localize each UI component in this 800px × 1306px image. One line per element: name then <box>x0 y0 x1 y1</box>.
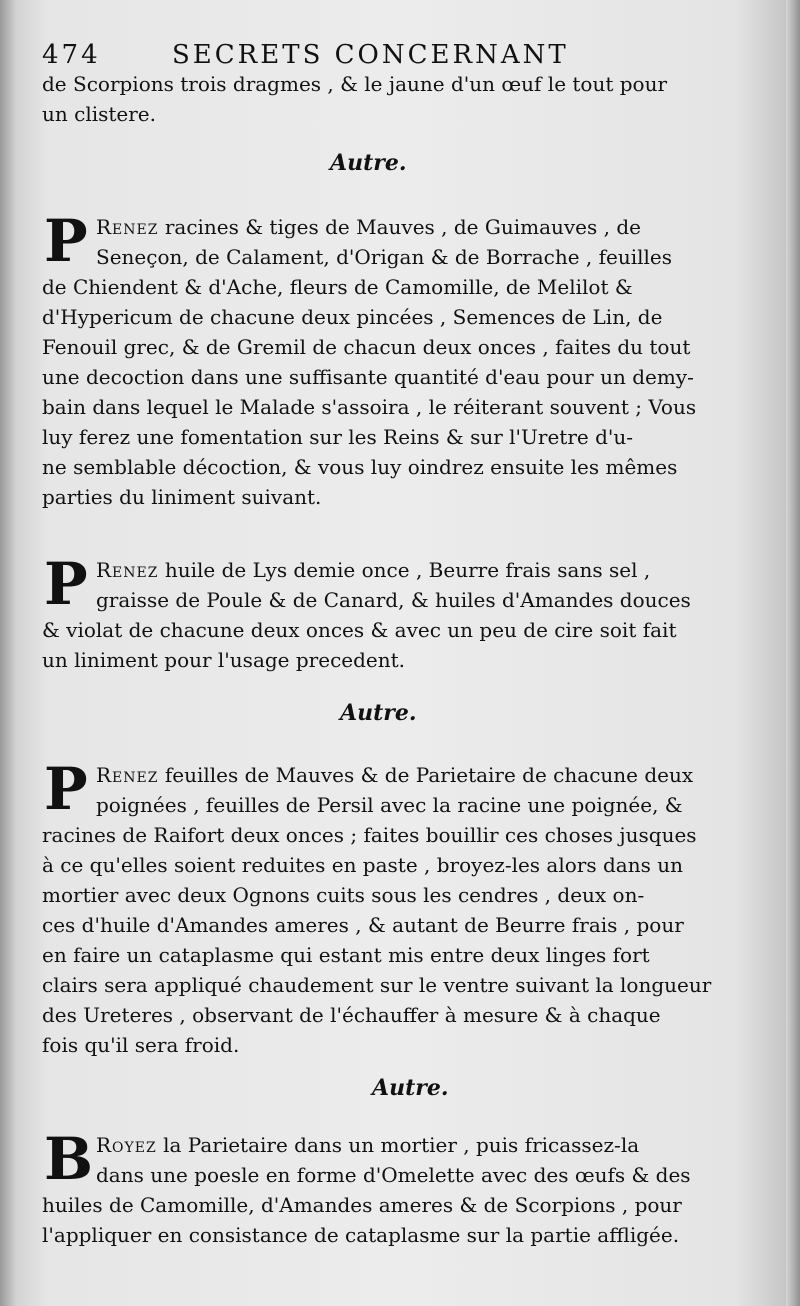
running-title: SECRETS CONCERNANT <box>172 40 569 70</box>
drop-cap: B <box>44 1125 94 1193</box>
text-line: en faire un cataplasme qui estant mis entre deux linges fort <box>42 943 650 967</box>
text-line: mortier avec deux Ognons cuits sous les cendres , deux on- <box>42 883 645 907</box>
text-line: une decoction dans une suffisante quantité d'eau pour un demy- <box>42 365 694 389</box>
text-line: graisse de Poule & de Canard, & huiles d'Amandes douces <box>96 588 691 612</box>
text-line: & violat de chacune deux onces & avec un peu de cire soit fait <box>42 618 677 642</box>
text-line: huiles de Camomille, d'Amandes ameres & de Scorpions , pour <box>42 1193 682 1217</box>
text-line: racines de Raifort deux onces ; faites bouillir ces choses jusques <box>42 823 697 847</box>
text-line: à ce qu'elles soient reduites en paste , broyez-les alors dans un <box>42 853 683 877</box>
text-line: Fenouil grec, & de Gremil de chacun deux onces , faites du tout <box>42 335 691 359</box>
text-line: un clistere. <box>42 102 157 126</box>
text-line: des Ureteres , observant de l'échauffer à mesure & à chaque <box>42 1003 661 1027</box>
text-line: luy ferez une fomentation sur les Reins & sur l'Uretre d'u- <box>42 425 634 449</box>
text-line: fois qu'il sera froid. <box>42 1033 240 1057</box>
drop-cap: P <box>44 755 88 823</box>
text-line: clairs sera appliqué chaudement sur le ventre suivant la longueur <box>42 973 712 997</box>
first-line-rest: la Parietaire dans un mortier , puis fricassez-la <box>156 1133 640 1157</box>
drop-cap: P <box>44 550 88 618</box>
first-line-rest: feuilles de Mauves & de Parietaire de chacune deux <box>158 763 694 787</box>
running-head <box>42 40 722 70</box>
first-word: Renez <box>96 763 159 787</box>
first-word: Renez <box>96 215 159 239</box>
text-line: de Chiendent & d'Ache, fleurs de Camomille, de Melilot & <box>42 275 633 299</box>
text-line: poignées , feuilles de Persil avec la racine une poignée, & <box>96 793 683 817</box>
text-line: l'appliquer en consistance de cataplasme sur la partie affligée. <box>42 1223 680 1247</box>
first-word: Renez <box>96 558 159 582</box>
text-line: de Scorpions trois dragmes , & le jaune d'un œuf le tout pour <box>42 72 668 96</box>
text-line: bain dans lequel le Malade s'assoira , le réiterant souvent ; Vous <box>42 395 697 419</box>
section-heading: Autre. <box>372 1075 449 1101</box>
text-line <box>96 761 722 789</box>
drop-cap: P <box>44 207 88 275</box>
section-heading: Autre. <box>330 150 407 176</box>
text-line: un liniment pour l'usage precedent. <box>42 648 406 672</box>
page-number: 474 <box>42 40 101 70</box>
text-line <box>96 213 722 241</box>
first-line-rest: huile de Lys demie once , Beurre frais sans sel , <box>158 558 651 582</box>
first-word: Royez <box>96 1133 157 1157</box>
text-line: d'Hypericum de chacune deux pincées , Semences de Lin, de <box>42 305 663 329</box>
text-line: ces d'huile d'Amandes ameres , & autant de Beurre frais , pour <box>42 913 684 937</box>
page-edge-right <box>786 0 800 1306</box>
page-gutter-left <box>0 0 18 1306</box>
text-line: Seneçon, de Calament, d'Origan & de Borrache , feuilles <box>96 245 673 269</box>
text-line: dans une poesle en forme d'Omelette avec des œufs & des <box>96 1163 691 1187</box>
text-line: parties du liniment suivant. <box>42 485 322 509</box>
text-line <box>96 556 722 584</box>
text-line <box>96 1131 722 1159</box>
section-heading: Autre. <box>340 700 417 726</box>
text-line: ne semblable décoction, & vous luy oindrez ensuite les mêmes <box>42 455 678 479</box>
first-line-rest: racines & tiges de Mauves , de Guimauves , de <box>158 215 641 239</box>
